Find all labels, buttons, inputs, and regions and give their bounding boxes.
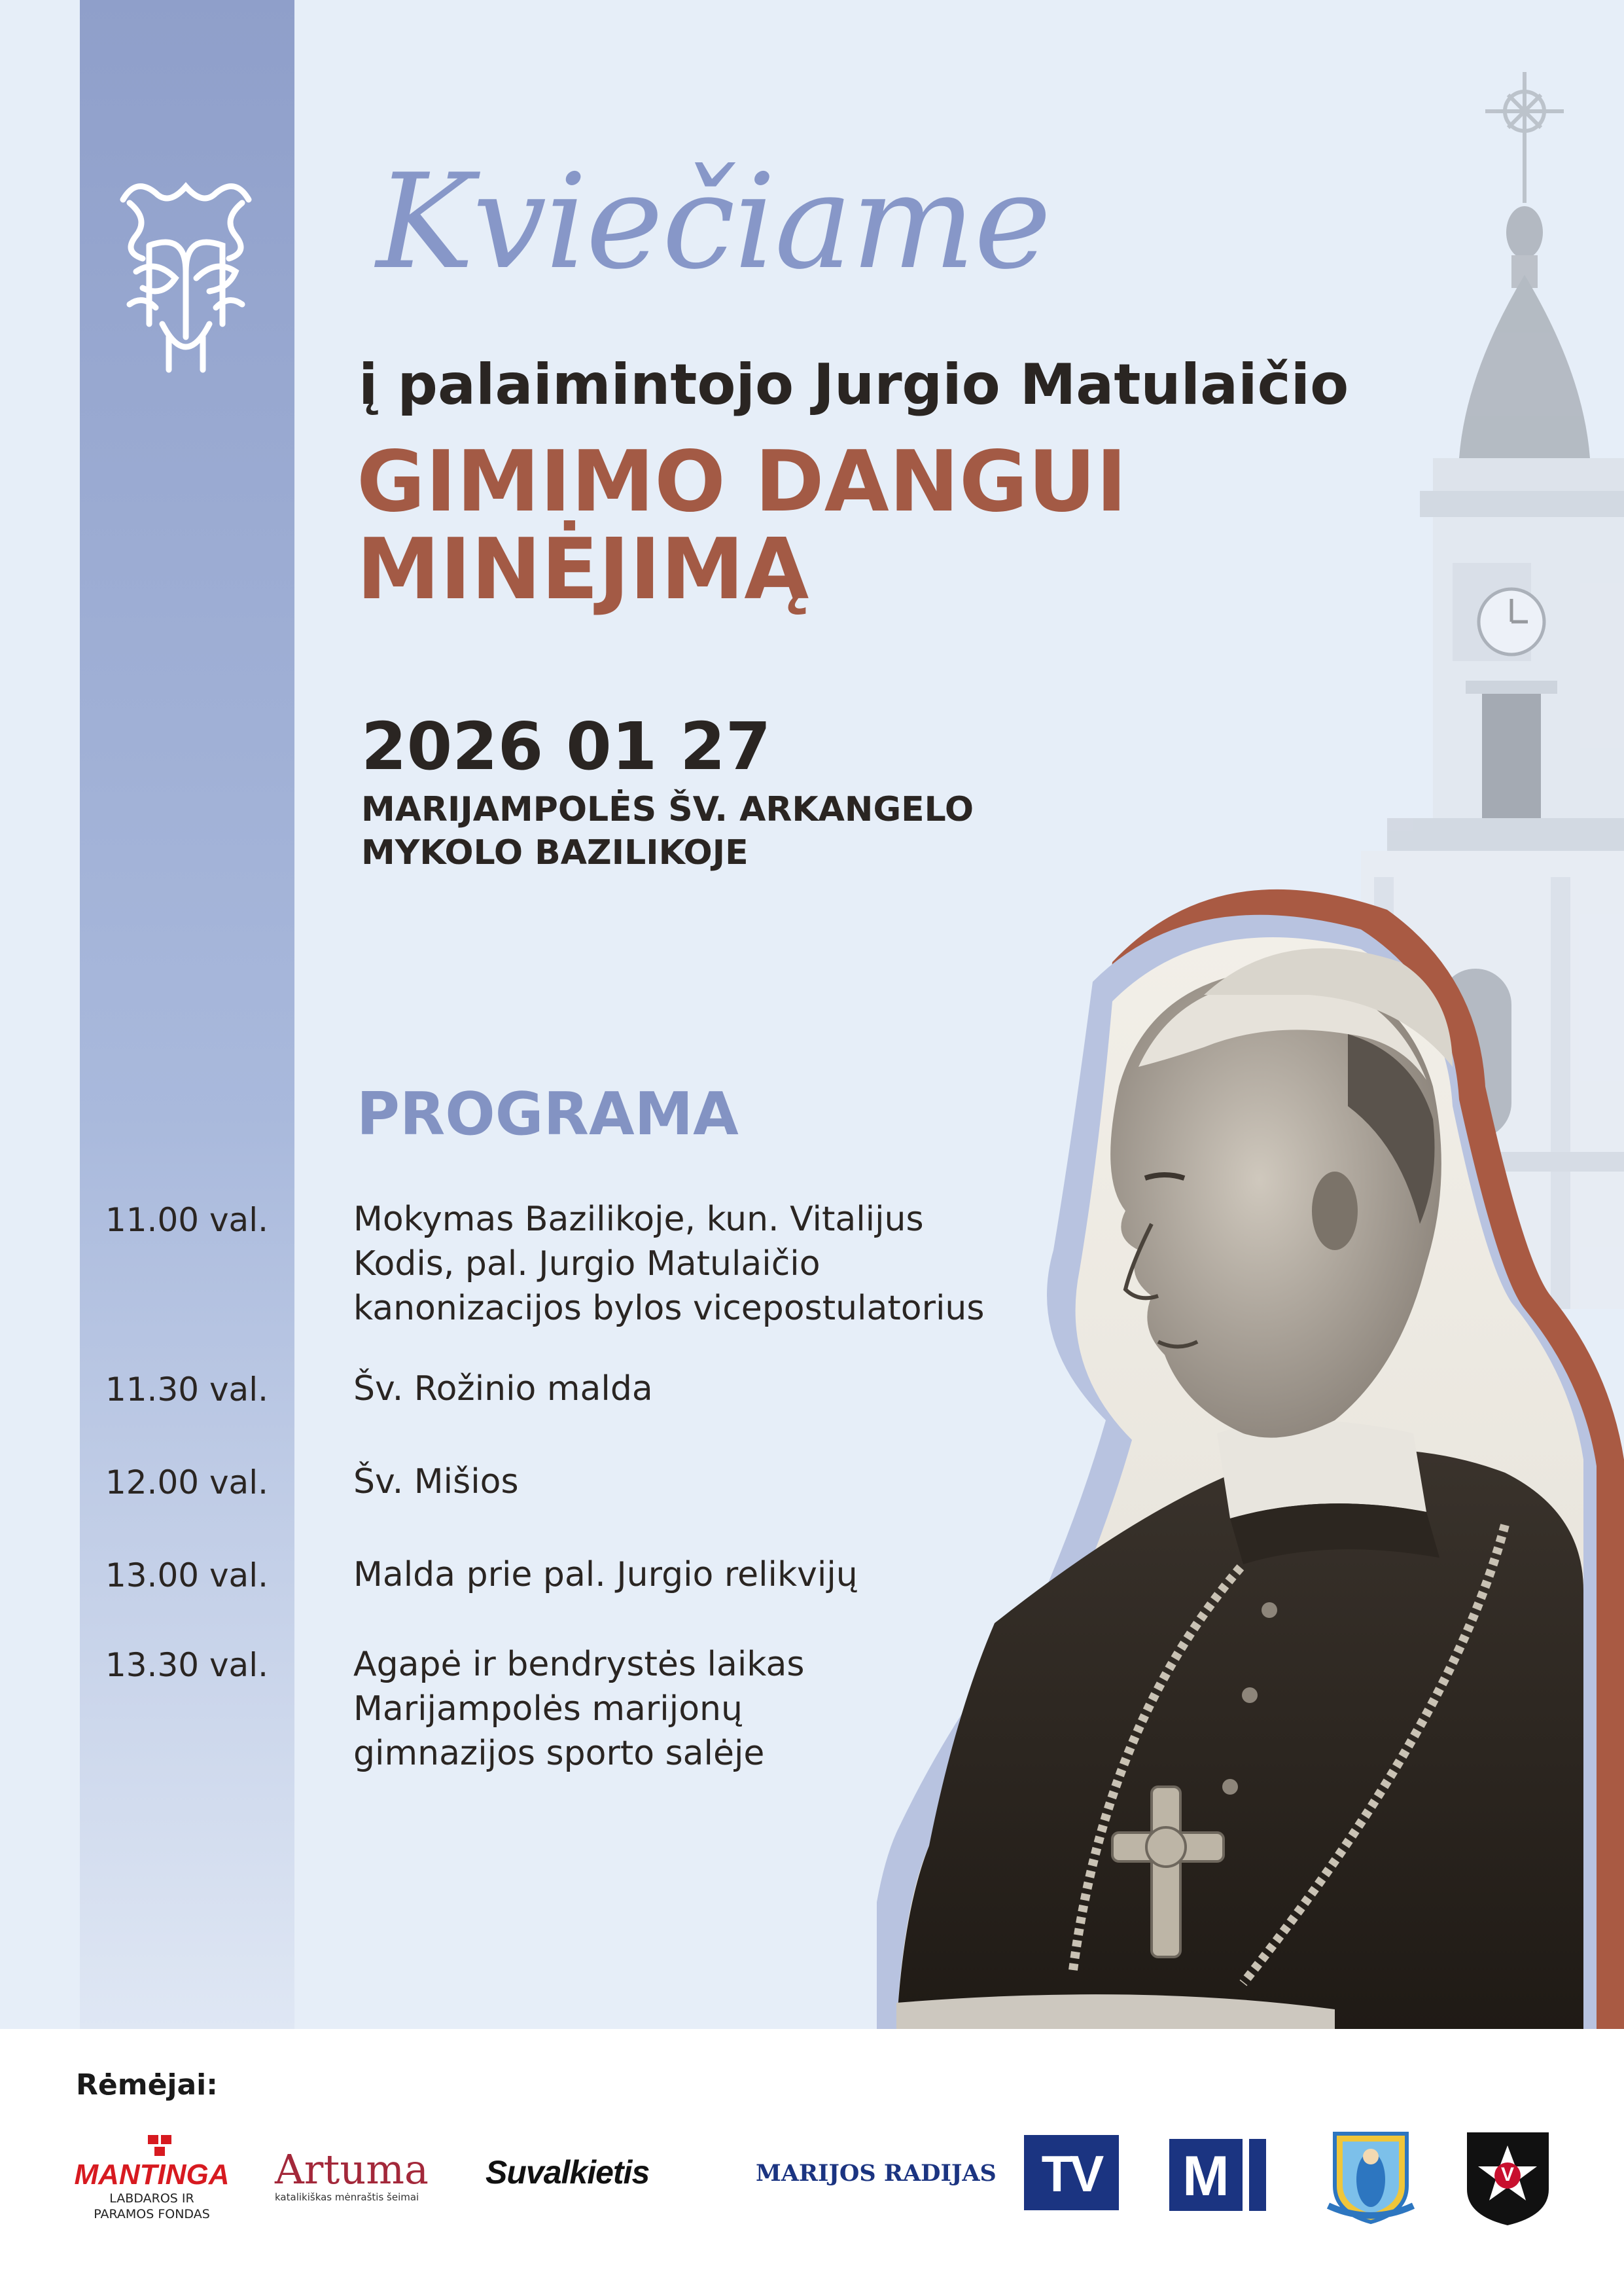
subtitle: į palaimintojo Jurgio Matulaičio [359, 352, 1349, 418]
schedule-time: 13.00 val. [105, 1556, 268, 1594]
venue-line-2: MYKOLO BAZILIKOJE [361, 833, 749, 872]
schedule-time: 11.30 val. [105, 1371, 268, 1408]
description-line: gimnazijos sporto salėje [353, 1734, 765, 1773]
suvalkietis-logo [485, 2153, 708, 2199]
event-venue [361, 788, 974, 874]
schedule-description [353, 1552, 1034, 1597]
suvalkietis-name: Suvalkietis [485, 2154, 650, 2191]
fire-badge-letter: V [1500, 2164, 1514, 2185]
description-line: Agapė ir bendrystės laikas [353, 1645, 805, 1684]
portrait-illustration [877, 870, 1624, 2030]
description-line: kanonizacijos bylos vicepostulatorius [353, 1289, 985, 1328]
fire-rescue-badge-logo [1460, 2127, 1555, 2229]
description-line: Marijampolės marijonų [353, 1689, 743, 1729]
schedule-description [353, 1460, 1034, 1504]
schedule-time: 12.00 val. [105, 1463, 268, 1501]
artuma-logo [275, 2145, 451, 2214]
headline-line-2: MINĖJIMĄ [357, 521, 809, 619]
sponsors-label: Rėmėjai: [76, 2068, 218, 2102]
marijos-radijas-logo [756, 2160, 997, 2199]
schedule-time: 11.00 val. [105, 1201, 268, 1239]
description-line: Šv. Mišios [353, 1462, 519, 1501]
m-logo [1169, 2139, 1266, 2211]
event-date: 2026 01 27 [361, 708, 771, 785]
schedule-description [353, 1197, 1034, 1331]
description-line: Mokymas Bazilikoje, kun. Vitalijus [353, 1200, 924, 1239]
headline-line-1: GIMIMO DANGUI [357, 433, 1127, 531]
tv-logo [1024, 2135, 1119, 2210]
m-logo-text: M [1182, 2145, 1229, 2208]
madonna-emblem-icon [1322, 2127, 1420, 2225]
schedule-description [353, 1642, 1034, 1776]
description-line: Malda prie pal. Jurgio relikvijų [353, 1555, 858, 1594]
artuma-name: Artuma [275, 2145, 429, 2193]
description-line: Kodis, pal. Jurgio Matulaičio [353, 1244, 821, 1283]
tv-logo-text: TV [1041, 2145, 1102, 2202]
mantinga-logo [73, 2134, 230, 2225]
mantinga-mark-icon [145, 2134, 175, 2157]
venue-line-1: MARIJAMPOLĖS ŠV. ARKANGELO [361, 790, 974, 829]
mantinga-name: MANTINGA [74, 2159, 230, 2191]
description-line: Šv. Rožinio malda [353, 1369, 653, 1408]
mantinga-sub-1: LABDAROS IR [109, 2191, 194, 2206]
program-title: PROGRAMA [357, 1080, 739, 1149]
artuma-sub: katalikiškas mėnraštis šeimai [275, 2191, 419, 2203]
schedule-time: 13.30 val. [105, 1646, 268, 1684]
m-logo-bar [1249, 2139, 1266, 2211]
headline [357, 433, 1127, 619]
invitation-script-title: Kviečiame [376, 146, 1050, 298]
marijos-radijas-name: MARIJOS RADIJAS [756, 2160, 997, 2187]
marian-monogram-icon [110, 173, 262, 376]
schedule-description [353, 1367, 1034, 1411]
mantinga-sub-2: PARAMOS FONDAS [94, 2207, 210, 2221]
